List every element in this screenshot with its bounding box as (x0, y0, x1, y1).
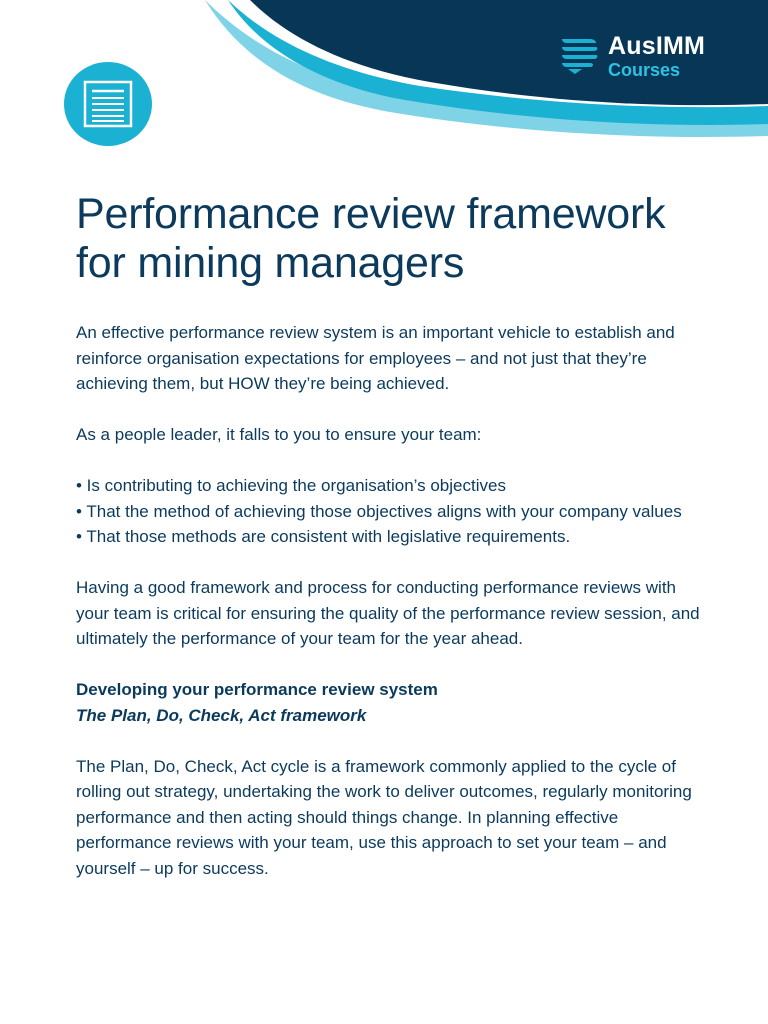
section-subheading: The Plan, Do, Check, Act framework (76, 705, 367, 725)
document-body (76, 190, 700, 881)
lead-in-paragraph: As a people leader, it falls to you to ensure your team: (76, 425, 482, 444)
framework-paragraph: Having a good framework and process for conducting performance reviews with your team is critical for ensuring the quality of the performance review session, and ultimately the performance of your team for the year ahead. (76, 578, 700, 648)
ausimm-logo (560, 34, 705, 79)
list-item: • That the method of achieving those objectives aligns with your company values (76, 501, 682, 521)
objectives-list (76, 473, 700, 550)
page-title: Performance review framework for mining managers (76, 190, 666, 287)
list-item: • Is contributing to achieving the organisation’s objectives (76, 476, 506, 495)
pdca-paragraph: The Plan, Do, Check, Act cycle is a framework commonly applied to the cycle of rolling out strategy, undertaking the work to deliver outcomes, regularly monitoring performance and then acting should things change. In planning effective performance reviews with your team, use this approach to set your team – and yourself – up for success. (76, 756, 692, 878)
brand-name: AusIMM (608, 32, 706, 60)
section-heading: Developing your performance review system (76, 680, 438, 699)
ausimm-wave-icon (560, 34, 600, 74)
list-item: • That those methods are consistent with legislative requirements. (76, 527, 571, 546)
intro-paragraph: An effective performance review system is an important vehicle to establish and reinforce organisation expectations for employees – and not just that they’re achieving them, but HOW they’re being achieved. (76, 323, 675, 393)
brand-subtitle: Courses (608, 60, 681, 80)
document-list-icon (64, 62, 152, 146)
